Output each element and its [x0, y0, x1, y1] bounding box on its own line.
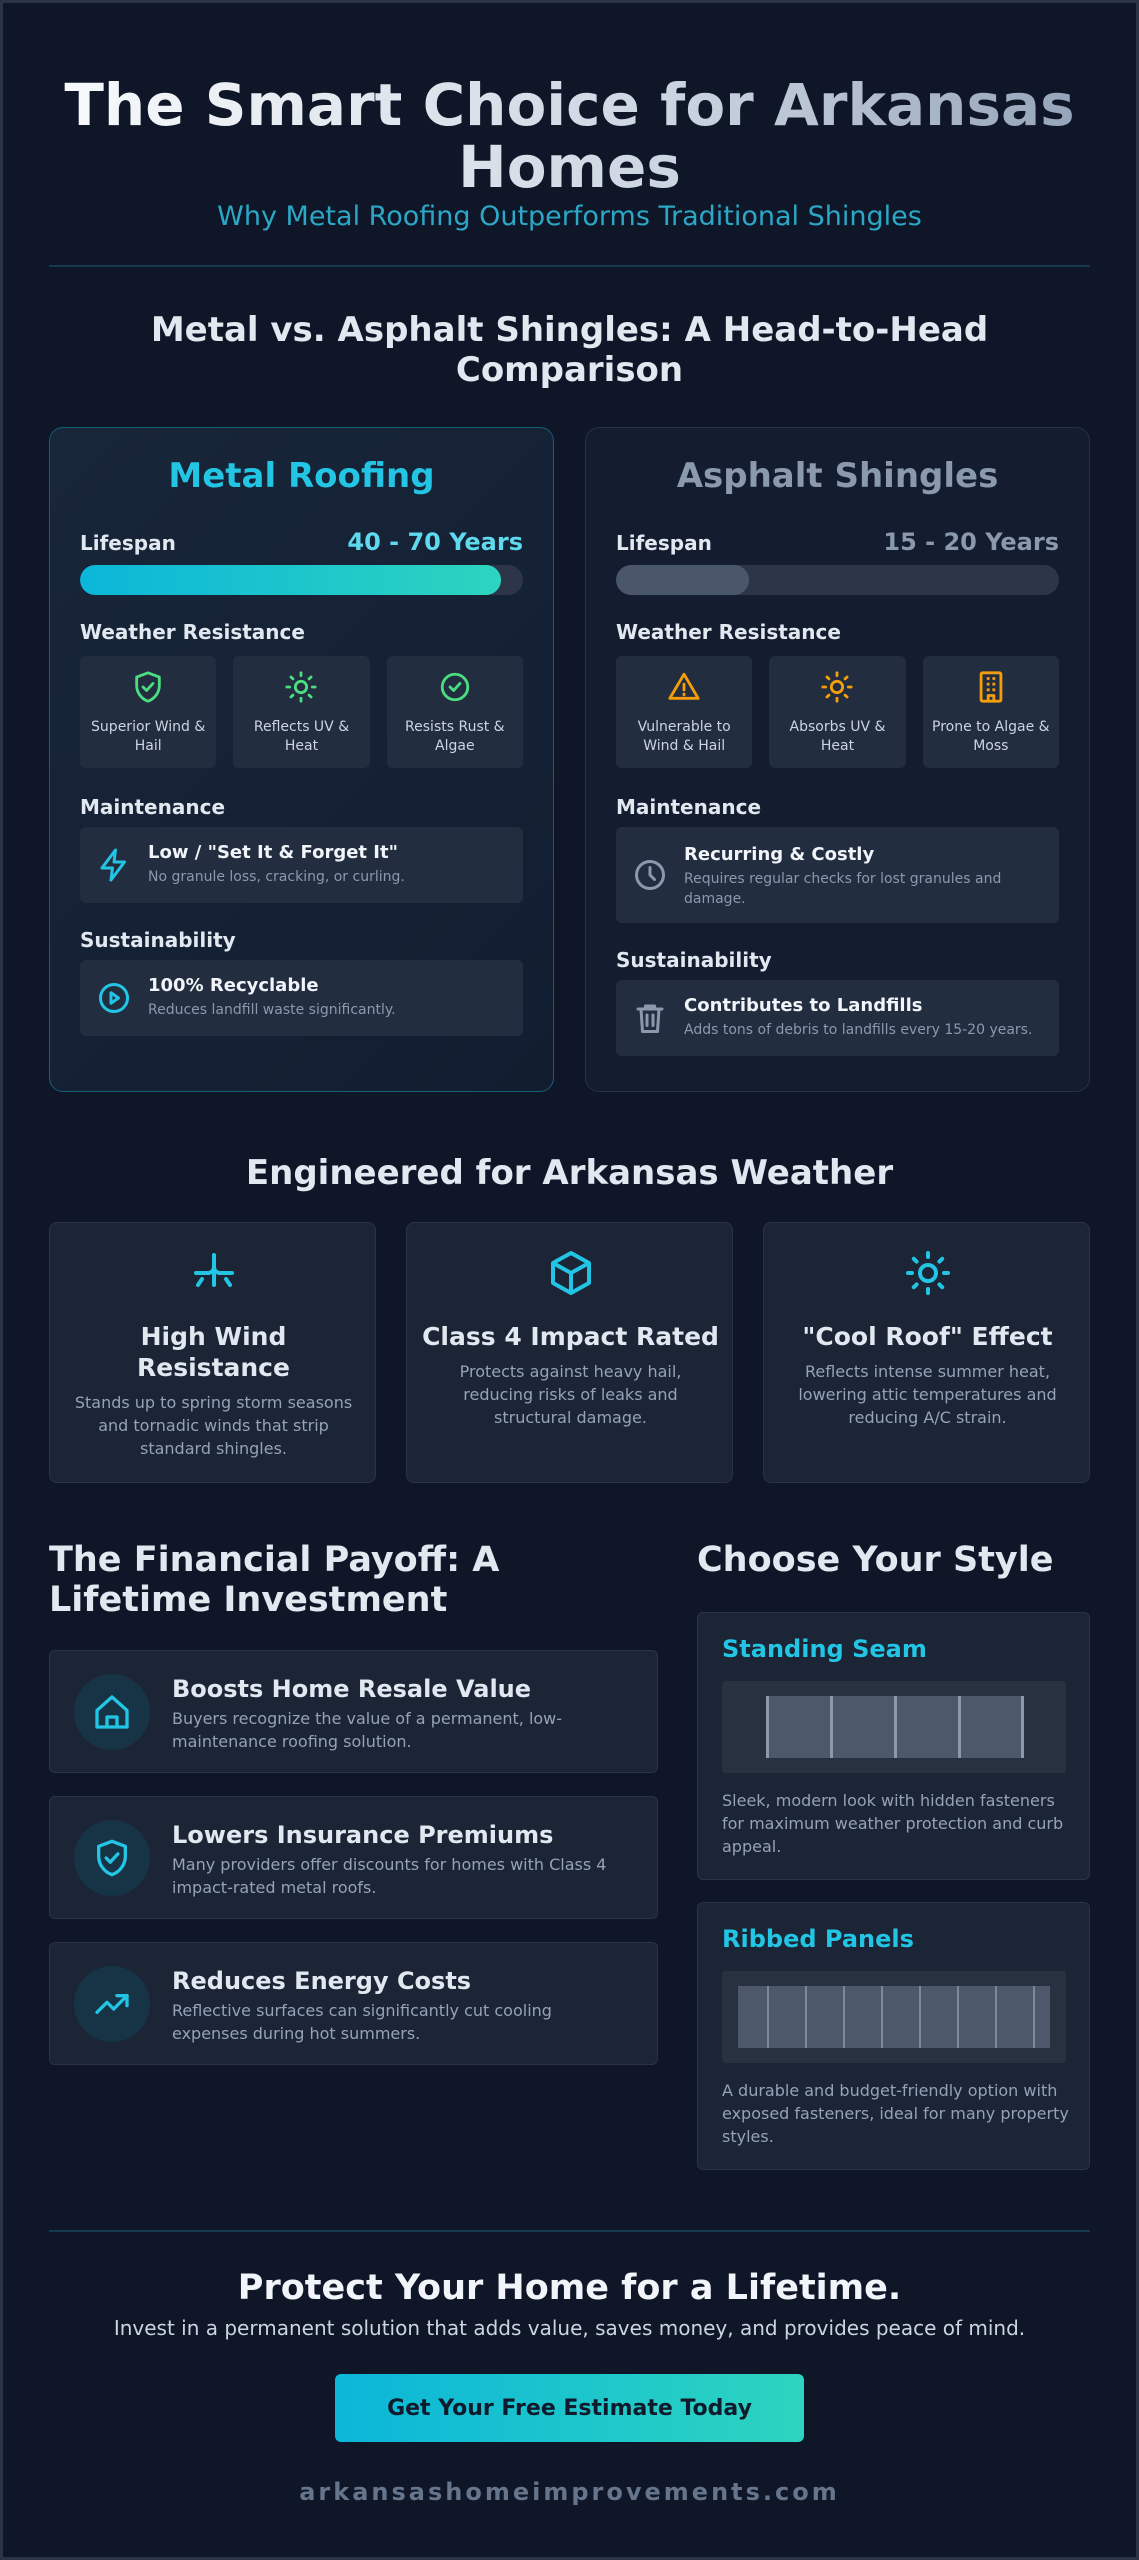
sun-icon	[284, 670, 318, 704]
financial-item-energy	[49, 1942, 658, 2065]
weather-label: Weather Resistance	[80, 620, 305, 644]
feature-desc: Stands up to spring storm seasons and tornadic winds that strip standard shingles.	[74, 1393, 353, 1458]
lifespan-label: Lifespan	[616, 531, 712, 555]
lightning-icon	[96, 847, 132, 883]
metal-card	[49, 427, 554, 1092]
financial-title: The Financial Payoff: A Lifetime Investment	[49, 1540, 500, 1620]
asphalt-sustainability-desc: Adds tons of debris to landfills every 15-20 years.	[684, 1022, 1033, 1038]
weather-item-text: Superior Wind & Hail	[91, 719, 206, 754]
metal-maintenance-desc: No granule loss, cracking, or curling.	[148, 869, 405, 885]
metal-sustainability-desc: Reduces landfill waste significantly.	[148, 1002, 396, 1018]
asphalt-sustainability-box	[616, 980, 1059, 1056]
sustainability-label: Sustainability	[616, 948, 772, 972]
style-name: Standing Seam	[722, 1635, 927, 1663]
feature-title: Class 4 Impact Rated	[422, 1322, 719, 1351]
feature-card-wind	[49, 1222, 376, 1483]
shield-check-icon	[131, 670, 165, 704]
icon-circle	[74, 1966, 150, 2042]
financial-item-title: Lowers Insurance Premiums	[172, 1821, 554, 1849]
asphalt-weather-row	[616, 656, 1059, 768]
maintenance-label: Maintenance	[80, 795, 226, 819]
asphalt-maintenance-desc: Requires regular checks for lost granules and damage.	[684, 871, 1002, 907]
check-circle-icon	[438, 670, 472, 704]
asphalt-maintenance-title: Recurring & Costly	[684, 844, 875, 865]
weather-item	[387, 656, 523, 768]
style-desc: A durable and budget-friendly option with exposed fasteners, ideal for many property styles.	[722, 2081, 1069, 2146]
feature-title: High Wind Resistance	[137, 1322, 290, 1382]
feature-desc: Protects against heavy hail, reducing risks of leaks and structural damage.	[459, 1362, 682, 1427]
feature-card-cool-roof	[763, 1222, 1090, 1483]
maintenance-label: Maintenance	[616, 795, 762, 819]
weather-item-text: Prone to Algae & Moss	[932, 719, 1050, 754]
financial-item-desc: Buyers recognize the value of a permanent, low-maintenance roofing solution.	[172, 1709, 563, 1751]
cube-icon	[547, 1249, 595, 1297]
ribbed-panels-illustration	[722, 1971, 1066, 2063]
divider	[49, 265, 1090, 267]
weather-item-text: Vulnerable to Wind & Hail	[637, 719, 731, 754]
divider	[49, 2230, 1090, 2232]
asphalt-lifespan-value: 15 - 20 Years	[883, 528, 1059, 556]
clock-icon	[632, 857, 668, 893]
style-card-ribbed-panels	[697, 1902, 1090, 2170]
weather-label: Weather Resistance	[616, 620, 841, 644]
lifespan-label: Lifespan	[80, 531, 176, 555]
hero-subtitle: Why Metal Roofing Outperforms Traditional Shingles	[217, 201, 922, 232]
financial-item-desc: Many providers offer discounts for homes with Class 4 impact-rated metal roofs.	[172, 1855, 607, 1897]
metal-weather-row	[80, 656, 523, 768]
sustainability-label: Sustainability	[80, 928, 236, 952]
style-name: Ribbed Panels	[722, 1925, 914, 1953]
asphalt-lifespan-bar	[616, 565, 1059, 595]
metal-lifespan-bar-fill	[80, 565, 501, 595]
wind-icon	[190, 1249, 238, 1297]
feature-title: "Cool Roof" Effect	[802, 1322, 1053, 1351]
financial-item-insurance	[49, 1796, 658, 1919]
play-circle-icon	[96, 980, 132, 1016]
ribbed-panels-icon	[722, 1971, 1066, 2063]
home-icon	[92, 1692, 132, 1732]
icon-circle	[74, 1674, 150, 1750]
financial-item-title: Boosts Home Resale Value	[172, 1675, 532, 1703]
cta-title: Protect Your Home for a Lifetime.	[237, 2268, 902, 2308]
weather-item-text: Absorbs UV & Heat	[789, 719, 886, 754]
metal-lifespan-bar	[80, 565, 523, 595]
financial-item-resale	[49, 1650, 658, 1773]
asphalt-sustainability-title: Contributes to Landfills	[684, 995, 923, 1016]
asphalt-lifespan-bar-fill	[616, 565, 749, 595]
metal-sustainability-title: 100% Recyclable	[148, 975, 319, 996]
standing-seam-panels-icon	[722, 1681, 1066, 1773]
weather-item	[233, 656, 369, 768]
weather-item	[616, 656, 752, 768]
cta-subtitle: Invest in a permanent solution that adds value, saves money, and provides peace of mind.	[113, 2316, 1026, 2340]
site-domain[interactable]: arkansashomeimprovements.com	[299, 2478, 840, 2506]
feature-desc: Reflects intense summer heat, lowering attic temperatures and reducing A/C strain.	[798, 1362, 1057, 1427]
comparison-title: Metal vs. Asphalt Shingles: A Head-to-Head Comparison	[150, 310, 989, 390]
asphalt-card	[585, 427, 1090, 1092]
hero-title: The Smart Choice for Arkansas Homes	[49, 74, 1090, 198]
metal-lifespan-value: 40 - 70 Years	[347, 528, 523, 556]
trash-icon	[632, 1000, 668, 1036]
metal-maintenance-title: Low / "Set It & Forget It"	[148, 842, 398, 863]
free-estimate-button[interactable]: Get Your Free Estimate Today	[335, 2374, 804, 2442]
sun-icon	[820, 670, 854, 704]
weather-section-title: Engineered for Arkansas Weather	[245, 1153, 894, 1193]
weather-item-text: Reflects UV & Heat	[253, 719, 350, 754]
sun-icon	[904, 1249, 952, 1297]
building-icon	[974, 670, 1008, 704]
metal-sustainability-box	[80, 960, 523, 1036]
asphalt-maintenance-box	[616, 827, 1059, 923]
financial-item-desc: Reflective surfaces can significantly cut cooling expenses during hot summers.	[172, 2001, 552, 2043]
weather-item	[80, 656, 216, 768]
style-desc: Sleek, modern look with hidden fasteners for maximum weather protection and curb appeal.	[722, 1791, 1064, 1856]
style-card-standing-seam	[697, 1612, 1090, 1880]
metal-card-title: Metal Roofing	[168, 456, 435, 496]
warning-icon	[667, 670, 701, 704]
financial-item-title: Reduces Energy Costs	[172, 1967, 472, 1995]
weather-item-text: Resists Rust & Algae	[405, 719, 505, 754]
standing-seam-illustration	[722, 1681, 1066, 1773]
asphalt-card-title: Asphalt Shingles	[676, 456, 999, 496]
icon-circle	[74, 1820, 150, 1896]
shield-check-icon	[92, 1838, 132, 1878]
weather-item	[923, 656, 1059, 768]
weather-item	[769, 656, 905, 768]
styles-title: Choose Your Style	[697, 1540, 1054, 1580]
trending-up-icon	[92, 1984, 132, 2024]
feature-card-impact	[406, 1222, 733, 1483]
metal-maintenance-box	[80, 827, 523, 903]
